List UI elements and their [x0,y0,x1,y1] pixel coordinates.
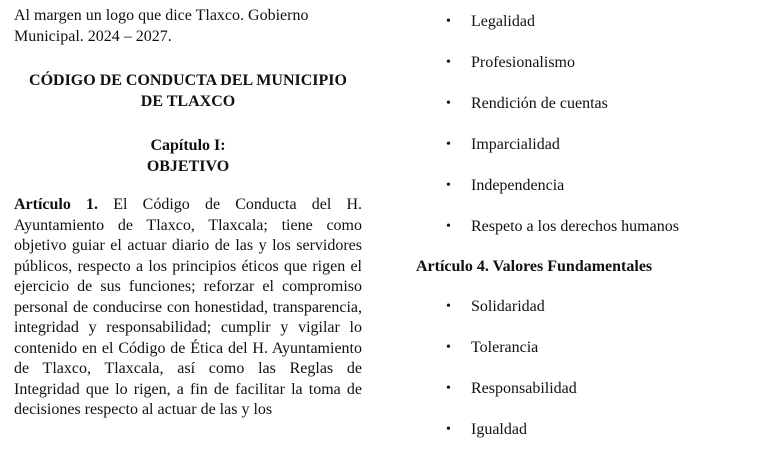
article-1-text: El Código de Conducta del H. Ayuntamiento de Tlaxco, Tlaxcala; tiene como objetivo guiar el actuar diario de las y los servidores públicos, respecto a los principios éticos que rigen el ejercicio de sus funciones; reforzar el compromiso personal de conducirse con honestidad, transparencia, integridad y responsabilidad; cumplir y vigilar lo contenido en el Código de Ética del H. Ayuntamiento de Tlaxco, Tlaxcala, así como las Reglas de Integridad que lo rigen, a fin de facilitar la toma de decisiones respecto al actuar de las y los [14,196,363,418]
chapter-title: OBJETIVO [146,157,230,175]
bullet-icon: • [446,422,451,437]
bullet-icon: • [446,299,451,314]
chapter-number: Capítulo I: [150,137,226,154]
article-1-lead: Artículo 1. [14,196,99,213]
bullet-icon: • [446,178,451,193]
bullet-icon: • [446,340,451,355]
document-title-line-2: DE TLAXCO [140,92,236,110]
article-1 [14,195,362,421]
bullet-icon: • [446,96,451,111]
left-column [14,6,362,421]
bullet-icon: • [446,55,451,70]
logo-caption: Al margen un logo que dice Tlaxco. Gobierno Municipal. 2024 – 2027. [14,7,309,45]
bullet-icon: • [446,137,451,152]
bullet-icon: • [446,14,451,29]
document-title-line-1: CÓDIGO DE CONDUCTA DEL MUNICIPIO [29,72,347,89]
bullet-icon: • [446,381,451,396]
chapter-heading [14,136,362,177]
article-4-heading: Artículo 4. Valores Fundamentales [416,258,653,275]
bullet-icon: • [446,219,451,234]
document-title [14,71,362,112]
